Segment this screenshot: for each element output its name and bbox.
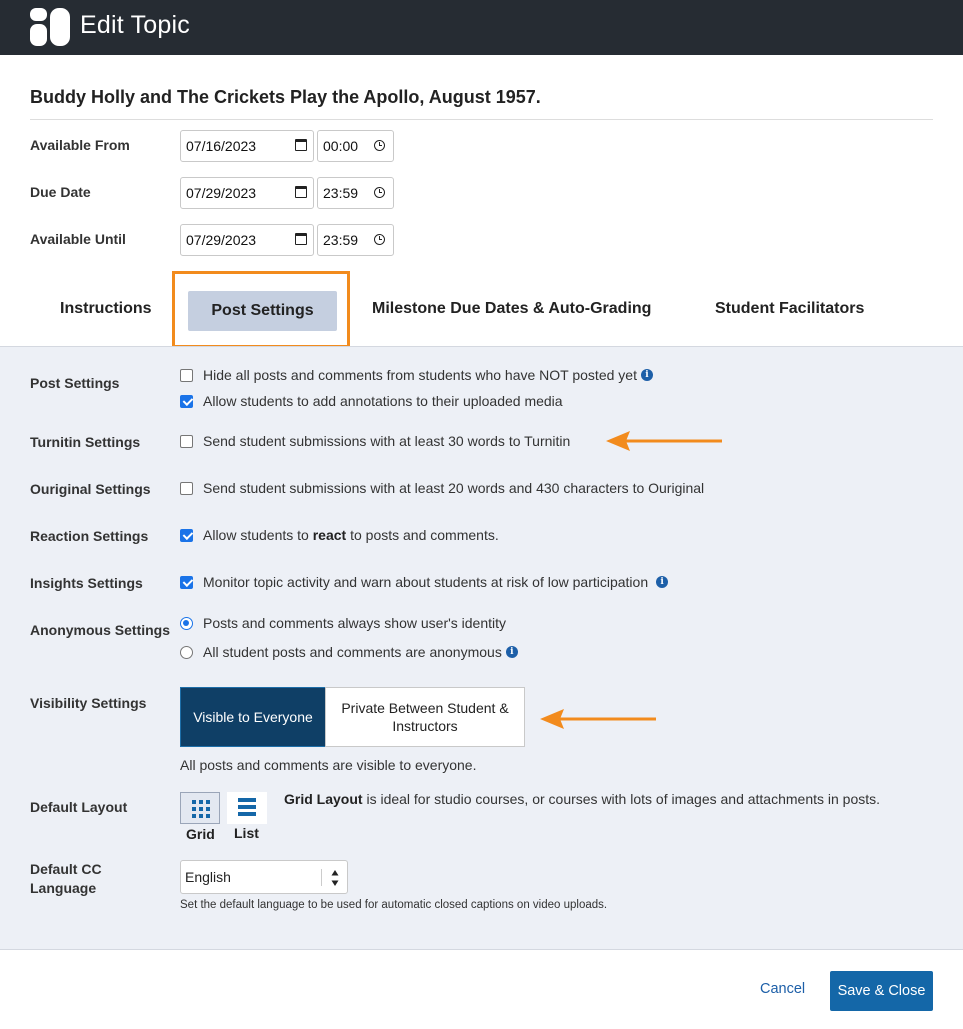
time-value: 23:59 xyxy=(323,185,359,201)
available-until-label: Available Until xyxy=(30,231,126,247)
grid-layout-label: Grid xyxy=(186,826,215,842)
cc-language-label-line: Language xyxy=(30,880,97,896)
save-and-close-button[interactable]: Save & Close xyxy=(830,971,933,1011)
clock-icon[interactable] xyxy=(374,187,385,198)
available-until-time-input[interactable] xyxy=(317,224,394,256)
layout-description xyxy=(284,791,880,807)
hide-posts-option[interactable] xyxy=(180,367,653,383)
layout-description-emphasis: Grid Layout xyxy=(284,791,363,807)
grid-icon xyxy=(181,793,221,825)
turnitin-option[interactable] xyxy=(180,433,570,449)
option-label: All student posts and comments are anonymous xyxy=(203,644,502,660)
option-label: Send student submissions with at least 20 words and 430 characters to Ouriginal xyxy=(203,480,705,496)
tab-milestone-due-dates[interactable]: Milestone Due Dates & Auto-Grading xyxy=(372,300,652,317)
reaction-settings-label: Reaction Settings xyxy=(30,528,149,544)
time-value: 00:00 xyxy=(323,138,359,154)
logo-icon xyxy=(30,8,70,46)
topic-title: Buddy Holly and The Crickets Play the Apollo, August 1957. xyxy=(30,87,541,107)
cc-language-label-line: Default CC xyxy=(30,861,102,877)
grid-layout-button[interactable] xyxy=(180,792,220,824)
app-header xyxy=(0,0,963,55)
reaction-option[interactable] xyxy=(180,527,499,543)
cancel-button[interactable]: Cancel xyxy=(760,981,806,997)
insights-settings-label: Insights Settings xyxy=(30,575,143,591)
option-label-emphasis: react xyxy=(312,527,347,543)
list-layout-button[interactable] xyxy=(227,792,267,824)
tab-highlight-box xyxy=(172,271,350,348)
list-layout-label: List xyxy=(234,825,259,841)
ouriginal-settings-label: Ouriginal Settings xyxy=(30,481,151,497)
arrow-annotation-icon xyxy=(604,428,724,454)
available-until-date-input[interactable] xyxy=(180,224,314,256)
ouriginal-checkbox[interactable] xyxy=(180,482,193,495)
info-icon[interactable]: i xyxy=(656,576,668,588)
date-value: 07/29/2023 xyxy=(186,185,257,201)
tab-student-facilitators[interactable]: Student Facilitators xyxy=(715,300,865,317)
private-visibility-button[interactable] xyxy=(325,687,525,747)
info-icon[interactable]: i xyxy=(641,369,653,381)
anonymous-radio[interactable] xyxy=(180,646,193,659)
button-label: Private Between Student & Instructors xyxy=(341,700,509,734)
date-value: 07/16/2023 xyxy=(186,138,257,154)
divider xyxy=(30,119,933,120)
reaction-checkbox[interactable] xyxy=(180,529,193,542)
visible-to-everyone-button[interactable]: Visible to Everyone xyxy=(180,687,326,747)
cc-language-select[interactable] xyxy=(180,860,348,894)
tab-post-settings[interactable]: Post Settings xyxy=(188,291,337,331)
turnitin-settings-label: Turnitin Settings xyxy=(30,434,141,450)
tab-instructions[interactable]: Instructions xyxy=(60,300,152,317)
ouriginal-option[interactable] xyxy=(180,480,704,496)
date-value: 07/29/2023 xyxy=(186,232,257,248)
option-label: Monitor topic activity and warn about students at risk of low participation xyxy=(203,574,649,590)
select-divider xyxy=(321,869,322,886)
clock-icon[interactable] xyxy=(374,140,385,151)
hide-posts-checkbox[interactable] xyxy=(180,369,193,382)
arrow-annotation-icon xyxy=(538,706,658,732)
anonymous-settings-label: Anonymous Settings xyxy=(30,622,171,638)
option-label: Allow students to xyxy=(203,527,313,543)
cc-language-help-text: Set the default language to be used for automatic closed captions on video uploads. xyxy=(180,899,608,911)
calendar-icon[interactable] xyxy=(295,233,307,245)
layout-description-text: is ideal for studio courses, or courses with lots of images and attachments in posts. xyxy=(362,791,881,807)
show-identity-radio[interactable] xyxy=(180,617,193,630)
annotations-option[interactable] xyxy=(180,393,563,409)
info-icon[interactable]: i xyxy=(506,646,518,658)
available-from-date-input[interactable] xyxy=(180,130,314,162)
option-label: Posts and comments always show user's identity xyxy=(203,615,507,631)
due-date-input[interactable] xyxy=(180,177,314,209)
select-arrows-icon xyxy=(331,869,339,887)
due-time-input[interactable] xyxy=(317,177,394,209)
selected-language: English xyxy=(185,869,231,885)
visibility-description: All posts and comments are visible to everyone. xyxy=(180,757,477,773)
available-from-time-input[interactable] xyxy=(317,130,394,162)
option-label: Send student submissions with at least 30 words to Turnitin xyxy=(203,433,571,449)
list-icon xyxy=(227,792,267,824)
insights-option[interactable] xyxy=(180,574,668,590)
cc-language-label xyxy=(30,860,102,898)
turnitin-checkbox[interactable] xyxy=(180,435,193,448)
insights-checkbox[interactable] xyxy=(180,576,193,589)
calendar-icon[interactable] xyxy=(295,139,307,151)
visibility-settings-label: Visibility Settings xyxy=(30,695,147,711)
time-value: 23:59 xyxy=(323,232,359,248)
clock-icon[interactable] xyxy=(374,234,385,245)
post-settings-label: Post Settings xyxy=(30,375,120,391)
option-label: to posts and comments. xyxy=(346,527,499,543)
show-identity-option[interactable] xyxy=(180,615,506,631)
option-label: Allow students to add annotations to their uploaded media xyxy=(203,393,563,409)
anonymous-option[interactable] xyxy=(180,644,518,660)
default-layout-label: Default Layout xyxy=(30,799,128,815)
due-date-label: Due Date xyxy=(30,184,91,200)
available-from-label: Available From xyxy=(30,137,130,153)
page-title: Edit Topic xyxy=(80,11,190,39)
calendar-icon[interactable] xyxy=(295,186,307,198)
option-label: Hide all posts and comments from students who have NOT posted yet xyxy=(203,367,637,383)
annotations-checkbox[interactable] xyxy=(180,395,193,408)
